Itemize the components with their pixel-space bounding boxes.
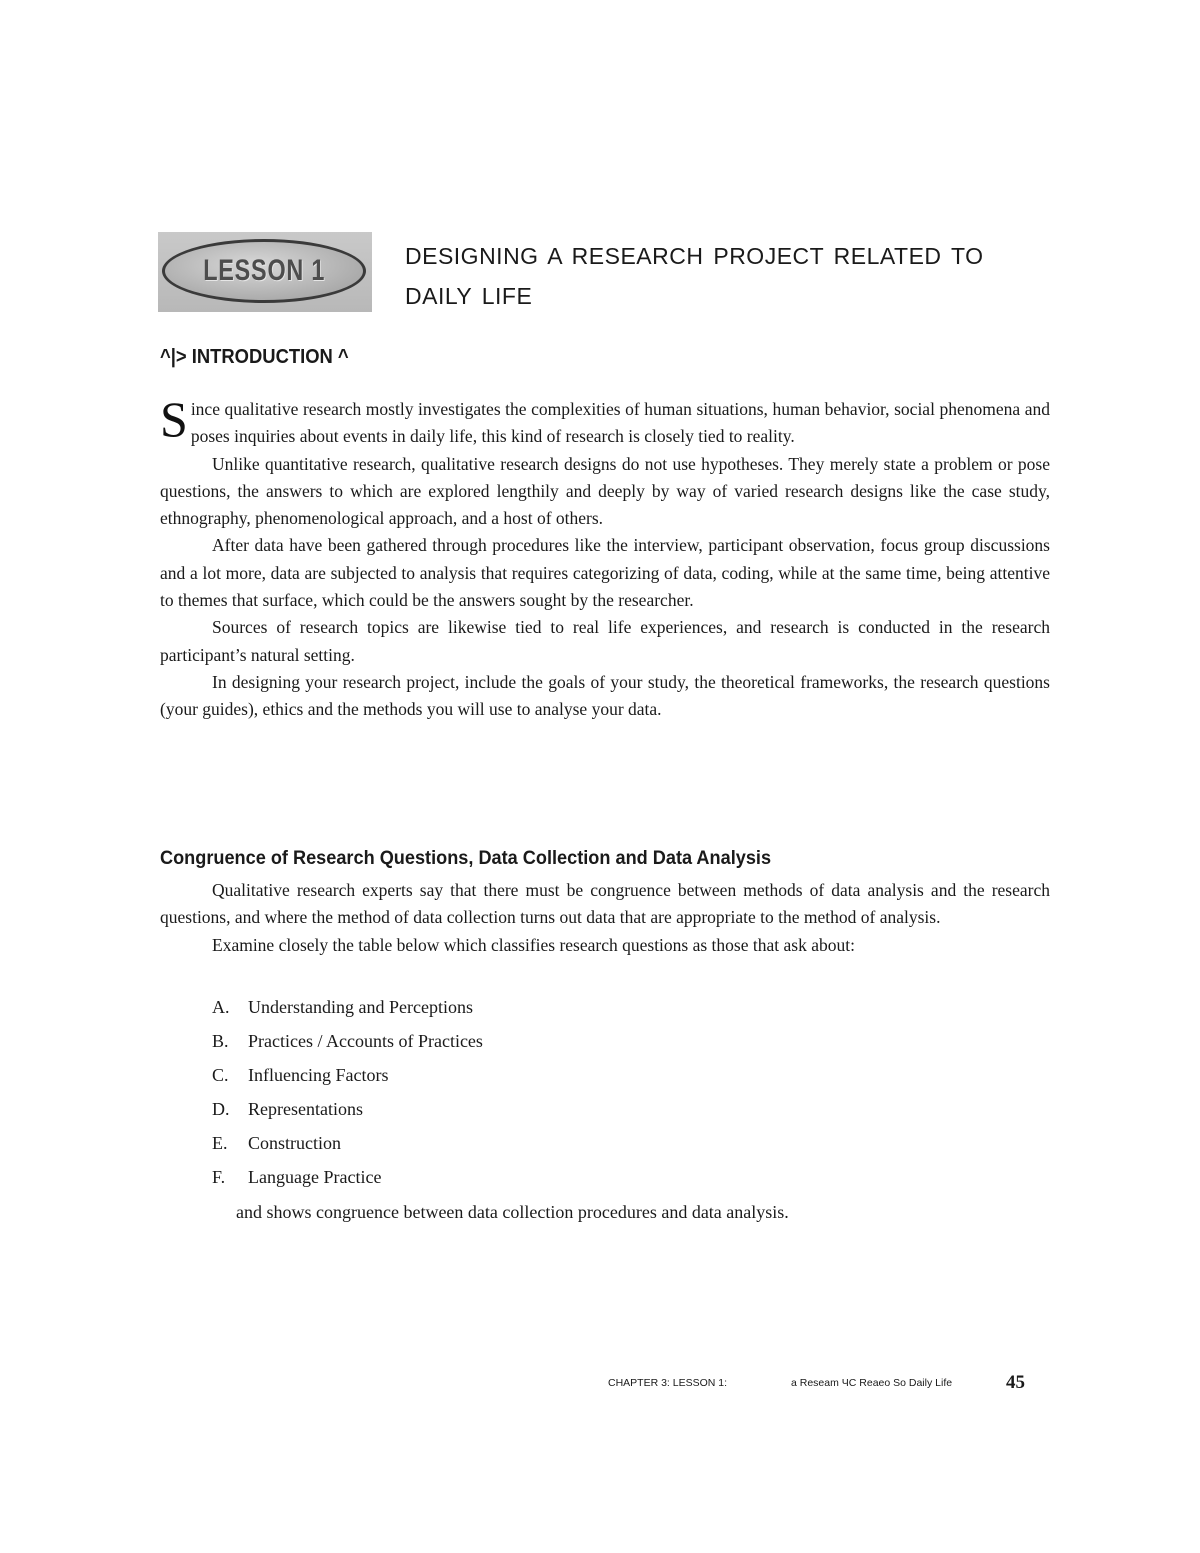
closing-sentence: and shows congruence between data collection procedures and data analysis. <box>236 1202 789 1222</box>
lesson-title-line-2: DAILY LIFE <box>405 283 533 309</box>
list-item-letter: F. <box>212 1167 226 1187</box>
intro-paragraph-3: After data have been gathered through procedures like the interview, participant observation, focus group discussions and a lot more, data are subjected to analysis that requires categorizing of data, coding, while at the same time, being attentive to themes that surface, which could be the answers sought by the researcher. <box>160 535 1050 611</box>
introduction-heading: ^|> INTRODUCTION ^ <box>160 346 349 368</box>
intro-paragraph-5: In designing your research project, include the goals of your study, the theoretical frameworks, the research questions (your guides), ethics and the methods you will use to analyse your data. <box>160 671 1050 720</box>
congruence-paragraph-1: Qualitative research experts say that there must be congruence between methods of data analysis and the research questions, and where the method of data collection turns out data that are appropriate to the method of analysis. <box>160 880 1050 928</box>
page-number: 45 <box>1006 1372 1025 1393</box>
footer-running-title: a Reseam ЧС Reaeo So Daily Life <box>791 1377 953 1389</box>
intro-paragraph-4: Sources of research topics are likewise tied to real life experiences, and research is conducted in the research participant’s natural setting. <box>160 617 1050 665</box>
page-footer <box>608 1372 1028 1396</box>
list-item <box>212 1028 483 1062</box>
list-item-text: Understanding and Perceptions <box>248 997 473 1017</box>
list-item-text: Influencing Factors <box>248 1065 389 1085</box>
congruence-heading: Congruence of Research Questions, Data Collection and Data Analysis <box>160 847 772 869</box>
lesson-title-line-1: DESIGNING A RESEARCH PROJECT RELATED TO <box>405 243 984 269</box>
lesson-badge <box>158 232 372 312</box>
list-item-text: Representations <box>248 1099 363 1119</box>
question-type-list <box>212 994 483 1198</box>
list-item <box>212 1062 483 1096</box>
list-item <box>212 1130 483 1164</box>
list-item-letter: D. <box>212 1099 230 1119</box>
list-item-letter: C. <box>212 1065 229 1085</box>
intro-paragraph-1-text: ince qualitative research mostly investigates the complexities of human situations, human behavior, social phenomena and poses inquiries about events in daily life, this kind of research is closely tied to reality. <box>190 399 1050 447</box>
drop-cap: S <box>160 391 188 447</box>
list-item-letter: A. <box>212 997 230 1017</box>
intro-paragraph-1 <box>160 391 1050 451</box>
lesson-badge-oval <box>162 239 366 303</box>
footer-chapter: CHAPTER 3: LESSON 1: <box>608 1377 728 1389</box>
list-item-text: Practices / Accounts of Practices <box>248 1031 483 1051</box>
lesson-badge-text: LESSON 1 <box>203 254 325 287</box>
congruence-paragraph-2: Examine closely the table below which classifies research questions as those that ask about: <box>212 934 855 955</box>
list-item <box>212 994 483 1028</box>
list-item-text: Language Practice <box>248 1167 382 1187</box>
introduction-body <box>160 391 1050 724</box>
list-item-letter: E. <box>212 1133 228 1153</box>
list-item <box>212 1096 483 1130</box>
congruence-body <box>160 877 1050 959</box>
list-item-text: Construction <box>248 1133 341 1153</box>
list-item <box>212 1164 483 1198</box>
lesson-title <box>405 236 1025 316</box>
intro-paragraph-2: Unlike quantitative research, qualitative research designs do not use hypotheses. They merely state a problem or pose questions, the answers to which are explored lengthily and deeply by way of varied research designs like the case study, ethnography, phenomenological approach, and a host of others. <box>160 453 1050 529</box>
list-item-letter: B. <box>212 1031 229 1051</box>
